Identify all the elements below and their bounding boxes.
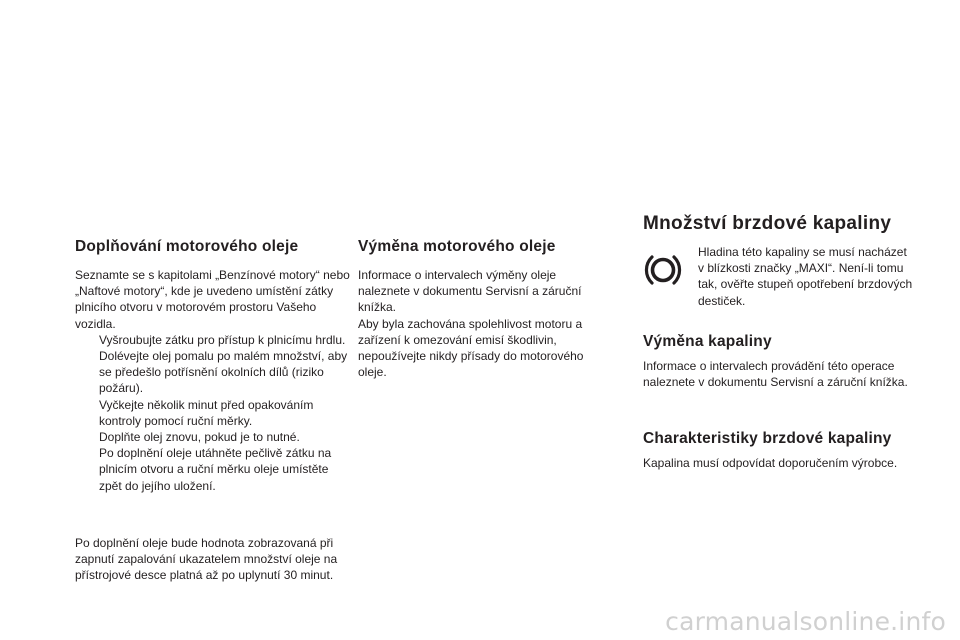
brake-fluid-warning-icon bbox=[643, 244, 698, 293]
oil-topup-note: Po doplnění oleje bude hodnota zobrazovaná při zapnutí zapalování ukazatelem množství oleje na přístrojové desce platná až po uplynutí 30 minut. bbox=[75, 536, 338, 583]
fluid-spec-section bbox=[643, 428, 913, 471]
fluid-spec-text: Kapalina musí odpovídat doporučením výrobce. bbox=[643, 456, 898, 471]
brake-fluid-title: Množství brzdové kapaliny bbox=[643, 213, 892, 234]
oil-topup-intro: Seznamte se s kapitolami „Benzínové motory“ nebo „Naftové motory“, kde je uvedeno umístění zátky plnicího otvoru v motorovém prostoru Vašeho vozidla. bbox=[75, 268, 350, 331]
watermark: carmanualsonline.info bbox=[665, 607, 946, 636]
column-oil-change bbox=[358, 236, 603, 380]
list-item: Po doplnění oleje utáhněte pečlivě zátku na plnicím otvoru a ruční měrku oleje umístěte zpět do jejího uložení. bbox=[99, 446, 332, 493]
list-item: Vyšroubujte zátku pro přístup k plnicímu hrdlu. bbox=[99, 332, 346, 347]
oil-change-additives-text: Aby byla zachována spolehlivost motoru a zařízení k omezování emisí škodlivin, nepoužívejte nikdy přísady do motorového oleje. bbox=[358, 316, 584, 380]
list-item: Vyčkejte několik minut před opakováním kontroly pomocí ruční měrky. bbox=[99, 397, 314, 428]
oil-change-title: Výměna motorového oleje bbox=[358, 238, 556, 255]
oil-topup-title: Doplňování motorového oleje bbox=[75, 238, 299, 255]
fluid-change-title: Výměna kapaliny bbox=[643, 332, 772, 350]
oil-topup-steps bbox=[75, 332, 350, 494]
list-item: Dolévejte olej pomalu po malém množství, aby se předešlo potřísnění okolních dílů (riziko požáru). bbox=[99, 349, 348, 396]
oil-change-interval-text: Informace o intervalech výměny oleje naleznete v dokumentu Servisní a záruční knížka. bbox=[358, 268, 582, 315]
fluid-change-section bbox=[643, 331, 913, 390]
fluid-spec-title: Charakteristiky brzdové kapaliny bbox=[643, 430, 892, 448]
column-brake-fluid bbox=[643, 210, 913, 471]
brake-fluid-level-text: Hladina této kapaliny se musí nacházet v blízkosti značky „MAXI“. Není-li tomu tak, ověřte stupeň opotřebení brzdových destiček. bbox=[698, 245, 913, 308]
list-item: Doplňte olej znovu, pokud je to nutné. bbox=[99, 430, 300, 445]
brake-fluid-level-row bbox=[643, 244, 913, 309]
oil-topup-note-block bbox=[75, 535, 350, 584]
column-oil-topup bbox=[75, 236, 350, 494]
fluid-change-text: Informace o intervalech provádění této operace naleznete v dokumentu Servisní a záruční knížka. bbox=[643, 358, 908, 390]
